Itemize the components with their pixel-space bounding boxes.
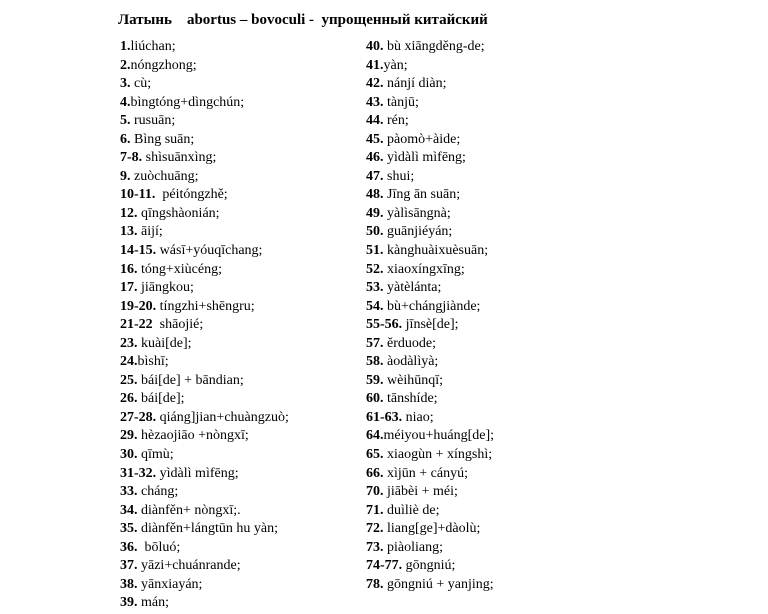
item-number: 13.: [120, 224, 138, 240]
item-number: 31-32.: [120, 465, 157, 481]
item-text: bù+chángjiànde;: [383, 298, 481, 314]
list-item: [366, 335, 494, 354]
item-text: Jīng ān suān;: [383, 187, 461, 203]
item-text: nánjí diàn;: [383, 76, 447, 92]
list-item: [120, 335, 289, 354]
item-text: qīmù;: [137, 447, 174, 463]
item-text: Bìng suān;: [130, 131, 195, 147]
item-number: 49.: [366, 205, 384, 221]
item-text: tānshíde;: [383, 391, 438, 407]
list-item: [366, 427, 494, 446]
list-item: [366, 372, 494, 391]
item-number: 51.: [366, 243, 384, 259]
list-item: [366, 446, 494, 465]
item-number: 55-56.: [366, 317, 403, 333]
list-item: [120, 372, 289, 391]
item-number: 9.: [120, 168, 131, 184]
item-text: niao;: [402, 409, 434, 425]
item-number: 30.: [120, 447, 138, 463]
item-text: xìjūn + cányú;: [383, 465, 468, 481]
list-item: [366, 38, 494, 57]
item-number: 26.: [120, 391, 138, 407]
item-text: xiaoxíngxīng;: [383, 261, 465, 277]
list-item: [366, 205, 494, 224]
item-number: 4.: [120, 94, 131, 110]
item-text: nóngzhong;: [130, 57, 197, 73]
list-item: [366, 242, 494, 261]
item-number: 44.: [366, 113, 384, 129]
item-number: 46.: [366, 150, 384, 166]
item-text: ěrduode;: [383, 335, 436, 351]
item-text: kuài[de];: [137, 335, 192, 351]
item-number: 42.: [366, 76, 384, 92]
item-number: 29.: [120, 428, 138, 444]
item-number: 53.: [366, 280, 384, 296]
list-item: [366, 390, 494, 409]
item-text: rén;: [383, 113, 409, 129]
list-item: [120, 390, 289, 409]
item-text: péitóngzhě;: [155, 187, 228, 203]
list-item: [120, 353, 289, 372]
item-number: 27-28.: [120, 409, 157, 425]
item-text: gōngniú;: [402, 558, 456, 574]
list-item: [366, 75, 494, 94]
item-text: méiyou+huáng[de];: [383, 428, 495, 444]
item-text: bái[de];: [137, 391, 185, 407]
list-item: [366, 520, 494, 539]
item-text: shui;: [383, 168, 415, 184]
item-text: tóng+xiùcéng;: [137, 261, 222, 277]
item-text: qiáng]jian+chuàngzuò;: [156, 409, 289, 425]
list-item: [366, 94, 494, 113]
item-number: 12.: [120, 205, 138, 221]
item-number: 72.: [366, 521, 384, 537]
list-item: [366, 576, 494, 595]
list-item: [120, 539, 289, 558]
list-item: [366, 465, 494, 484]
item-number: 58.: [366, 354, 384, 370]
list-item: [120, 205, 289, 224]
item-number: 66.: [366, 465, 384, 481]
list-item: [366, 316, 494, 335]
list-item: [366, 168, 494, 187]
list-item: [366, 223, 494, 242]
item-text: diànfěn+ nòngxī;.: [137, 502, 241, 518]
item-text: yàtèlánta;: [383, 280, 442, 296]
item-number: 54.: [366, 298, 384, 314]
item-number: 25.: [120, 372, 138, 388]
item-text: jiābèi + méi;: [383, 484, 458, 500]
list-item: [120, 298, 289, 317]
left-column: [120, 38, 289, 613]
item-number: 73.: [366, 539, 384, 555]
item-text: āijí;: [137, 224, 163, 240]
item-number: 59.: [366, 372, 384, 388]
list-item: [120, 94, 289, 113]
list-item: [120, 409, 289, 428]
item-number: 65.: [366, 447, 384, 463]
list-item: [366, 279, 494, 298]
item-number: 64.: [366, 428, 384, 444]
list-item: [366, 353, 494, 372]
item-text: bù xiāngděng-de;: [383, 39, 485, 54]
item-number: 34.: [120, 502, 138, 518]
item-number: 78.: [366, 576, 384, 592]
item-number: 70.: [366, 484, 384, 500]
item-number: 36.: [120, 539, 138, 555]
item-text: mán;: [137, 595, 169, 611]
item-text: yàn;: [383, 57, 408, 73]
item-number: 21-22: [120, 317, 153, 333]
list-item: [120, 223, 289, 242]
item-number: 40.: [366, 39, 384, 54]
item-number: 19-20.: [120, 298, 157, 314]
item-text: tànjū;: [383, 94, 419, 110]
item-number: 37.: [120, 558, 138, 574]
item-number: 45.: [366, 131, 384, 147]
list-item: [120, 131, 289, 150]
list-item: [120, 57, 289, 76]
item-number: 2.: [120, 57, 131, 73]
item-text: wásī+yóuqīchang;: [156, 243, 263, 259]
list-item: [366, 502, 494, 521]
item-number: 16.: [120, 261, 138, 277]
item-text: bōluó;: [137, 539, 181, 555]
list-item: [366, 149, 494, 168]
item-number: 39.: [120, 595, 138, 611]
item-number: 33.: [120, 484, 138, 500]
list-item: [120, 261, 289, 280]
item-text: gōngniú + yanjing;: [383, 576, 494, 592]
list-item: [366, 112, 494, 131]
list-item: [120, 112, 289, 131]
item-text: guānjiéyán;: [383, 224, 453, 240]
list-item: [366, 409, 494, 428]
item-number: 52.: [366, 261, 384, 277]
item-number: 74-77.: [366, 558, 403, 574]
item-text: bìngtóng+dìngchún;: [130, 94, 245, 110]
item-text: diànfěn+lángtūn hu yàn;: [137, 521, 278, 537]
item-number: 57.: [366, 335, 384, 351]
list-item: [366, 539, 494, 558]
item-text: piàoliang;: [383, 539, 443, 555]
right-column: [366, 38, 494, 594]
item-number: 24.: [120, 354, 138, 370]
item-number: 23.: [120, 335, 138, 351]
list-item: [120, 446, 289, 465]
list-item: [120, 242, 289, 261]
item-text: pàomò+àide;: [383, 131, 461, 147]
item-text: kànghuàixuèsuān;: [383, 243, 489, 259]
item-text: zuòchuāng;: [130, 168, 199, 184]
item-text: cù;: [130, 76, 152, 92]
item-number: 17.: [120, 280, 138, 296]
list-item: [120, 483, 289, 502]
item-number: 50.: [366, 224, 384, 240]
list-item: [120, 186, 289, 205]
item-number: 1.: [120, 39, 131, 54]
item-text: yìdàlì mìfēng;: [156, 465, 239, 481]
list-item: [120, 316, 289, 335]
item-text: shìsuānxìng;: [142, 150, 217, 166]
item-text: liang[ge]+dàolù;: [383, 521, 481, 537]
list-item: [120, 279, 289, 298]
list-item: [120, 149, 289, 168]
list-item: [120, 502, 289, 521]
list-item: [120, 576, 289, 595]
item-number: 10-11.: [120, 187, 156, 203]
item-text: tíngzhi+shēngru;: [156, 298, 255, 314]
item-number: 47.: [366, 168, 384, 184]
item-text: wèihūnqī;: [383, 372, 443, 388]
item-number: 61-63.: [366, 409, 403, 425]
list-item: [366, 261, 494, 280]
list-item: [120, 520, 289, 539]
list-item: [120, 168, 289, 187]
list-item: [366, 483, 494, 502]
list-item: [120, 465, 289, 484]
item-number: 71.: [366, 502, 384, 518]
item-text: xiaogùn + xíngshì;: [383, 447, 493, 463]
item-text: rusuān;: [130, 113, 176, 129]
list-item: [120, 75, 289, 94]
list-item: [366, 298, 494, 317]
item-text: shāojié;: [152, 317, 204, 333]
item-text: liúchan;: [130, 39, 176, 54]
item-text: yāzi+chuánrande;: [137, 558, 241, 574]
list-item: [366, 557, 494, 576]
list-item: [366, 186, 494, 205]
item-number: 48.: [366, 187, 384, 203]
item-number: 6.: [120, 131, 131, 147]
item-number: 60.: [366, 391, 384, 407]
item-text: yàlìsāngnà;: [383, 205, 451, 221]
item-number: 35.: [120, 521, 138, 537]
item-text: bái[de] + bāndian;: [137, 372, 244, 388]
list-item: [120, 557, 289, 576]
item-number: 41.: [366, 57, 384, 73]
item-text: bìshī;: [137, 354, 169, 370]
list-item: [366, 131, 494, 150]
item-number: 3.: [120, 76, 131, 92]
list-item: [120, 594, 289, 613]
item-number: 43.: [366, 94, 384, 110]
item-number: 38.: [120, 576, 138, 592]
item-text: yānxiayán;: [137, 576, 203, 592]
item-number: 14-15.: [120, 243, 157, 259]
item-text: jīnsè[de];: [402, 317, 459, 333]
item-text: jiāngkou;: [137, 280, 194, 296]
list-item: [120, 427, 289, 446]
item-text: qīngshàonián;: [137, 205, 220, 221]
item-text: cháng;: [137, 484, 179, 500]
list-item: [366, 57, 494, 76]
item-text: àodàlìyà;: [383, 354, 439, 370]
item-text: duìliè de;: [383, 502, 440, 518]
item-number: 7-8.: [120, 150, 143, 166]
item-text: hèzaojiāo +nòngxī;: [137, 428, 249, 444]
page-title: Латынь abortus – bovoculi - упрощенный китайский: [118, 12, 488, 28]
list-item: [120, 38, 289, 57]
item-text: yìdàlì mìfēng;: [383, 150, 466, 166]
item-number: 5.: [120, 113, 131, 129]
